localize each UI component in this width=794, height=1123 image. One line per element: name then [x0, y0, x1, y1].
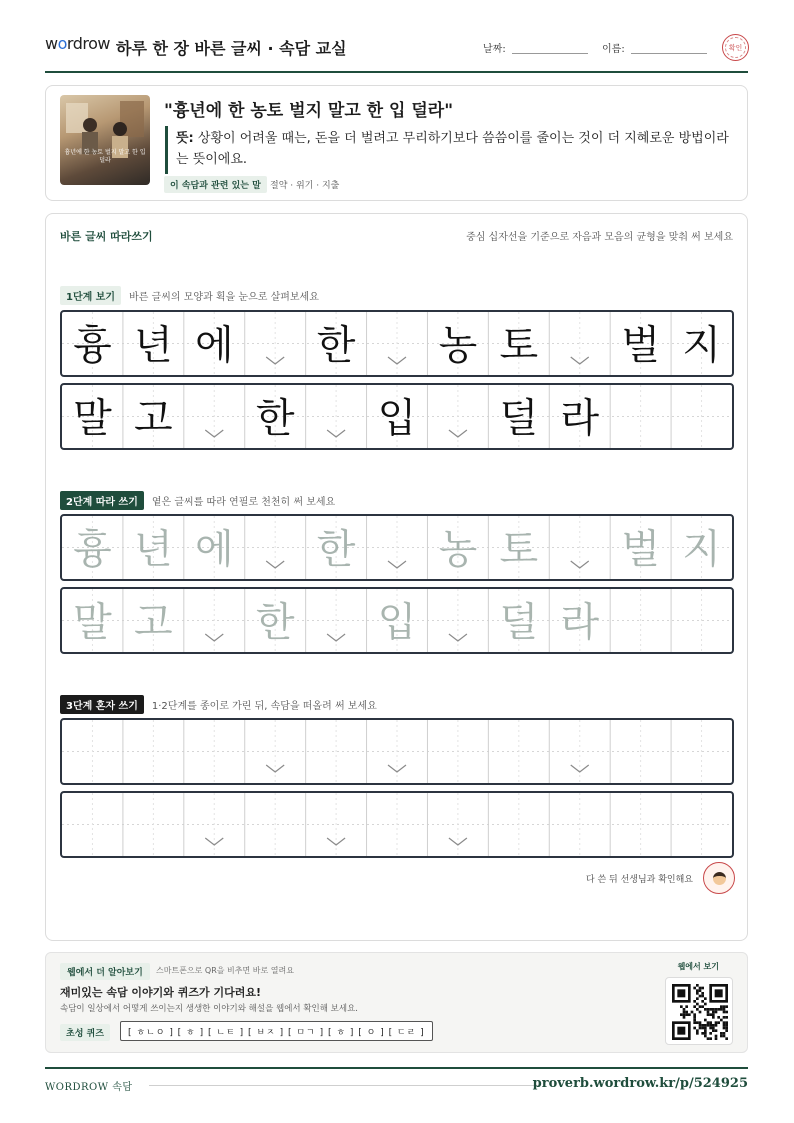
- qr-module: [696, 1021, 699, 1024]
- qr-module: [709, 1021, 712, 1024]
- qr-module: [696, 1003, 699, 1006]
- qr-module: [693, 1000, 696, 1003]
- qr-code-icon: [672, 984, 728, 1040]
- qr-module: [723, 1021, 726, 1024]
- qr-code[interactable]: [665, 977, 733, 1045]
- qr-module: [699, 1027, 702, 1030]
- trace-character: 흉: [73, 526, 112, 573]
- qr-module: [723, 1016, 726, 1019]
- proverb-text: "흉년에 한 농토 벌지 말고 한 입 덜라": [164, 101, 454, 121]
- qr-module: [704, 997, 707, 1000]
- step1-row-1: [60, 310, 734, 377]
- trace-character: 입: [377, 599, 417, 646]
- qr-module: [715, 1011, 718, 1014]
- qr-finder: [677, 989, 685, 997]
- qr-module: [704, 1035, 707, 1038]
- proverb-meaning: [176, 128, 736, 170]
- trace-character: 말: [73, 599, 112, 646]
- qr-module: [696, 989, 699, 992]
- qr-module: [693, 987, 696, 990]
- qr-module: [683, 1013, 686, 1016]
- step1-row-2: [60, 383, 734, 450]
- model-character: 라: [560, 395, 600, 442]
- writing-grid: [62, 312, 732, 375]
- qr-module: [683, 1011, 686, 1014]
- qr-module: [699, 1021, 702, 1024]
- qr-finder: [715, 989, 723, 997]
- qr-module: [723, 1005, 726, 1008]
- logo-part: w: [45, 34, 58, 53]
- qr-module: [699, 1005, 702, 1008]
- related-tags: 절약 · 위기 · 지출: [270, 181, 340, 191]
- qr-module: [704, 1003, 707, 1006]
- model-character: 토: [499, 322, 539, 369]
- step2-badge: 2단계 따라 쓰기: [60, 491, 144, 510]
- qr-module: [696, 992, 699, 995]
- qr-module: [701, 987, 704, 990]
- initial-consonant-quiz: [ ㅎㄴㅇ ] [ ㅎ ] [ ㄴㅌ ] [ ㅂㅈ ] [ ㅁㄱ ] [ ㅎ ] [ ㅇ ] [ ㄷㄹ ]: [120, 1021, 433, 1041]
- writing-grid: [62, 589, 732, 652]
- qr-hint: 스마트폰으로 QR을 비추면 바로 열려요: [156, 966, 294, 975]
- qr-module: [725, 1005, 728, 1008]
- logo-part: rdrow: [66, 34, 110, 53]
- qr-module: [704, 1029, 707, 1032]
- trace-character: 고: [134, 599, 173, 646]
- qr-module: [699, 1024, 702, 1027]
- qr-module: [709, 1037, 712, 1040]
- qr-module: [707, 1024, 710, 1027]
- qr-module: [685, 1005, 688, 1008]
- qr-module: [704, 1024, 707, 1027]
- step2-desc: 옅은 글씨를 따라 연필로 천천히 써 보세요: [151, 496, 336, 508]
- qr-module: [712, 1024, 715, 1027]
- qr-module: [715, 1037, 718, 1040]
- qr-module: [685, 1013, 688, 1016]
- step3-row-1[interactable]: [60, 718, 734, 785]
- qr-module: [699, 989, 702, 992]
- quiz-badge: 초성 퀴즈: [60, 1024, 110, 1041]
- section-note: 중심 십자선을 기준으로 자음과 모음의 균형을 맞춰 써 보세요: [466, 232, 733, 243]
- qr-module: [693, 1027, 696, 1030]
- step1-badge: 1단계 보기: [60, 286, 121, 305]
- check-note: 다 쓴 뒤 선생님과 확인해요: [585, 875, 693, 885]
- qr-module: [704, 1008, 707, 1011]
- qr-module: [704, 1019, 707, 1022]
- qr-module: [707, 1021, 710, 1024]
- model-character: 농: [438, 322, 478, 369]
- qr-module: [707, 1037, 710, 1040]
- footer-url[interactable]: proverb.wordrow.kr/p/524925: [532, 1076, 748, 1091]
- model-character: 고: [134, 395, 173, 442]
- qr-module: [709, 1013, 712, 1016]
- model-character: 한: [255, 395, 295, 442]
- qr-module: [696, 997, 699, 1000]
- qr-module: [725, 1021, 728, 1024]
- qr-module: [709, 1032, 712, 1035]
- qr-module: [680, 1005, 683, 1008]
- step2-row-2[interactable]: [60, 587, 734, 654]
- qr-module: [693, 1021, 696, 1024]
- qr-module: [693, 1019, 696, 1022]
- trace-character: 덜: [499, 599, 539, 646]
- qr-module: [709, 1008, 712, 1011]
- qr-module: [699, 1011, 702, 1014]
- qr-module: [701, 1024, 704, 1027]
- qr-module: [720, 1032, 723, 1035]
- model-character: 에: [194, 322, 234, 369]
- qr-module: [715, 1008, 718, 1011]
- qr-module: [688, 1013, 691, 1016]
- qr-module: [717, 1008, 720, 1011]
- qr-module: [723, 1035, 726, 1038]
- writing-grid: [62, 793, 732, 856]
- qr-module: [693, 1016, 696, 1019]
- section-title: 바른 글씨 따라쓰기: [60, 230, 153, 243]
- qr-module: [685, 1011, 688, 1014]
- qr-module: [701, 1000, 704, 1003]
- qr-module: [715, 1035, 718, 1038]
- more-badge: 웹에서 더 알아보기: [60, 963, 150, 980]
- page-footer: [45, 1067, 748, 1093]
- trace-character: 토: [499, 526, 539, 573]
- page-header: [45, 28, 748, 73]
- qr-module: [723, 1032, 726, 1035]
- qr-module: [709, 1027, 712, 1030]
- trace-character: 라: [560, 599, 600, 646]
- wordrow-logo: [45, 34, 110, 53]
- qr-module: [712, 1029, 715, 1032]
- qr-module: [723, 1008, 726, 1011]
- qr-module: [707, 1008, 710, 1011]
- qr-module: [720, 1035, 723, 1038]
- step1-header: [60, 286, 319, 304]
- footer-brand: WORDROW 속담: [45, 1082, 133, 1093]
- writing-grid: [62, 516, 732, 579]
- qr-module: [704, 1032, 707, 1035]
- trace-character: 벌: [621, 526, 660, 573]
- meaning-text: 상황이 어려울 때는, 돈을 더 벌려고 무리하기보다 씀씀이를 줄이는 것이 더 지혜로운 방법이라는 뜻이에요.: [176, 131, 729, 167]
- qr-module: [680, 1013, 683, 1016]
- writing-practice-section: [45, 213, 748, 941]
- qr-module: [712, 1011, 715, 1014]
- step3-badge: 3단계 혼자 쓰기: [60, 695, 144, 714]
- qr-label: 웹에서 보기: [677, 962, 719, 971]
- step1-desc: 바른 글씨의 모양과 획을 눈으로 살펴보세요: [129, 291, 319, 303]
- qr-module: [725, 1011, 728, 1014]
- qr-module: [696, 1029, 699, 1032]
- qr-module: [701, 992, 704, 995]
- model-character: 지: [682, 322, 721, 369]
- model-character: 흉: [73, 322, 112, 369]
- model-character: 벌: [621, 322, 660, 369]
- qr-module: [712, 1027, 715, 1030]
- qr-module: [696, 1008, 699, 1011]
- confirm-stamp: [722, 34, 749, 61]
- page-title: 하루 한 장 바른 글씨 · 속담 교실: [116, 39, 347, 58]
- qr-module: [696, 1032, 699, 1035]
- illustration-caption: 흉년에 한 농토 벌지 말고 한 입 덜라: [64, 149, 146, 164]
- more-description: 속담이 일상에서 어떻게 쓰이는지 생생한 이야기와 해설을 웹에서 확인해 보세요.: [60, 1004, 358, 1014]
- qr-finder: [677, 1027, 685, 1035]
- date-label: 날짜:: [483, 44, 506, 55]
- qr-module: [723, 1011, 726, 1014]
- teacher-icon: [703, 862, 735, 894]
- trace-character: 년: [134, 526, 173, 573]
- qr-module: [699, 987, 702, 990]
- trace-character: 농: [438, 526, 478, 573]
- qr-module: [712, 1013, 715, 1016]
- qr-module: [701, 1027, 704, 1030]
- model-character: 한: [316, 322, 356, 369]
- qr-module: [720, 1005, 723, 1008]
- qr-module: [709, 1024, 712, 1027]
- writing-grid: [62, 385, 732, 448]
- qr-module: [691, 1011, 694, 1014]
- more-headline: 재미있는 속담 이야기와 퀴즈가 기다려요!: [60, 986, 261, 999]
- qr-module: [720, 1008, 723, 1011]
- qr-module: [725, 1027, 728, 1030]
- trace-character: 한: [316, 526, 356, 573]
- meaning-label: 뜻:: [176, 131, 194, 146]
- meaning-accent-bar: [165, 126, 168, 174]
- footer-divider: [149, 1085, 539, 1086]
- qr-module: [720, 1019, 723, 1022]
- qr-module: [725, 1029, 728, 1032]
- qr-module: [715, 1021, 718, 1024]
- qr-module: [725, 1016, 728, 1019]
- trace-character: 한: [255, 599, 295, 646]
- qr-module: [693, 1005, 696, 1008]
- teacher-face: [713, 872, 726, 885]
- step3-header: [60, 695, 377, 713]
- proverb-card: [45, 85, 748, 201]
- writing-grid: [62, 720, 732, 783]
- more-info-section: [45, 952, 748, 1053]
- qr-module: [683, 1008, 686, 1011]
- qr-module: [723, 1027, 726, 1030]
- proverb-illustration: [60, 95, 150, 185]
- logo-part: o: [57, 34, 67, 53]
- model-character: 말: [73, 395, 112, 442]
- name-label: 이름:: [602, 44, 625, 55]
- qr-module: [701, 1005, 704, 1008]
- qr-module: [701, 1032, 704, 1035]
- qr-module: [701, 995, 704, 998]
- qr-module: [715, 1024, 718, 1027]
- qr-module: [683, 1016, 686, 1019]
- qr-module: [717, 1021, 720, 1024]
- related-words-badge: 이 속담과 관련 있는 말: [164, 176, 267, 193]
- qr-module: [699, 995, 702, 998]
- step2-row-1[interactable]: [60, 514, 734, 581]
- model-character: 덜: [499, 395, 539, 442]
- model-character: 입: [377, 395, 417, 442]
- trace-character: 에: [194, 526, 234, 573]
- date-field[interactable]: [512, 53, 588, 54]
- qr-module: [725, 1024, 728, 1027]
- illustration-art: [60, 95, 150, 185]
- qr-module: [707, 1011, 710, 1014]
- step3-row-2[interactable]: [60, 791, 734, 858]
- qr-module: [696, 984, 699, 987]
- qr-module: [717, 1016, 720, 1019]
- qr-module: [723, 1024, 726, 1027]
- qr-module: [725, 1037, 728, 1040]
- model-character: 년: [134, 322, 173, 369]
- qr-module: [707, 1013, 710, 1016]
- stamp-text: 확인: [728, 43, 743, 52]
- qr-module: [712, 1016, 715, 1019]
- name-field[interactable]: [631, 53, 707, 54]
- qr-module: [712, 1008, 715, 1011]
- trace-character: 지: [682, 526, 721, 573]
- qr-module: [693, 1013, 696, 1016]
- step3-desc: 1·2단계를 종이로 가린 뒤, 속담을 떠올려 써 보세요: [151, 700, 377, 712]
- step2-header: [60, 491, 335, 509]
- qr-module: [704, 1027, 707, 1030]
- qr-module: [715, 1029, 718, 1032]
